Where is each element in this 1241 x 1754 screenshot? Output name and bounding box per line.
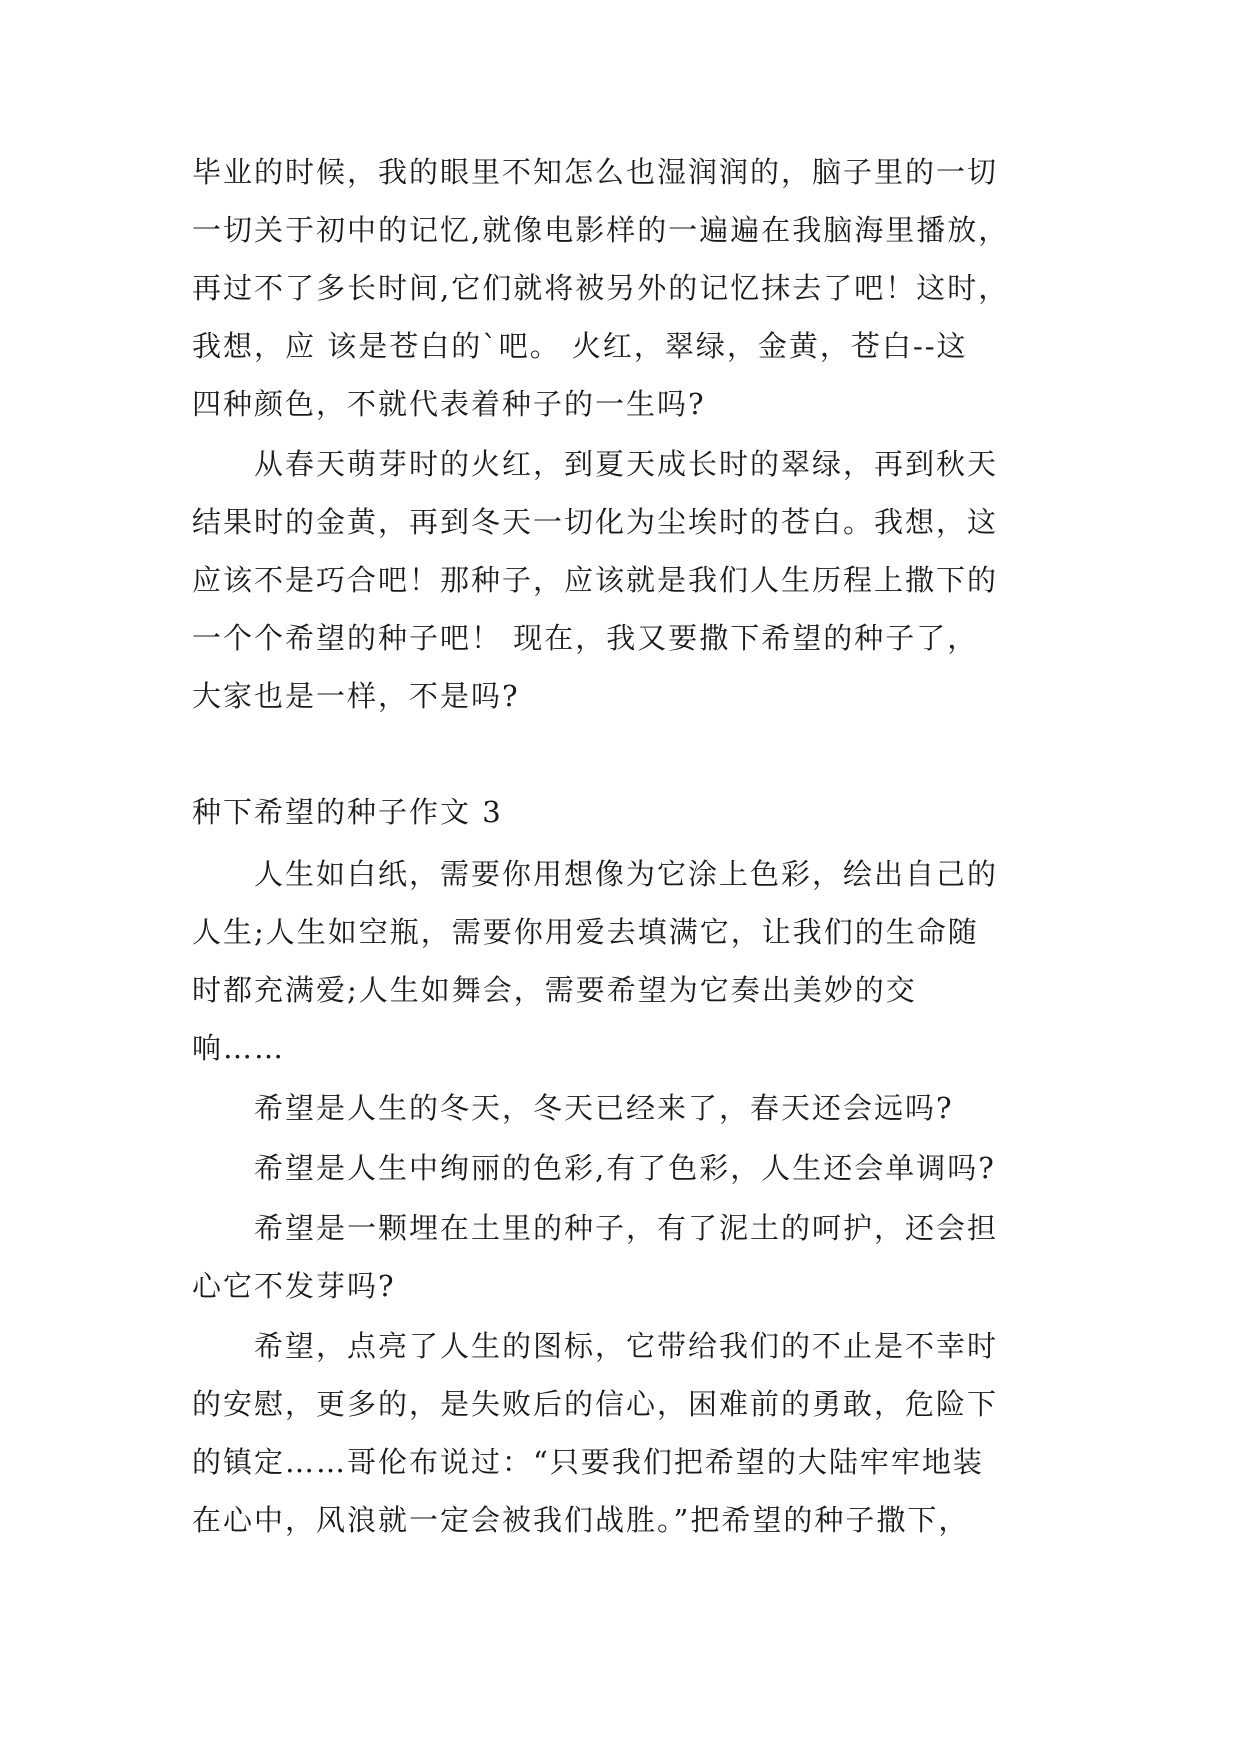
- text-line: 在心中，风浪就一定会被我们战胜。”把希望的种子撒下，: [192, 1503, 970, 1537]
- text-line: 的安慰，更多的，是失败后的信心，困难前的勇敢，危险下: [192, 1387, 999, 1421]
- text-line: 一个个希望的种子吧！ 现在，我又要撒下希望的种子了，: [192, 621, 979, 655]
- text-line: 四种颜色，不就代表着种子的一生吗?: [192, 387, 706, 421]
- text-line: 心它不发芽吗?: [192, 1269, 396, 1303]
- text-line: 毕业的时候，我的眼里不知怎么也湿润润的，脑子里的一切: [192, 155, 999, 189]
- section-heading: 种下希望的种子作文 3: [192, 795, 503, 829]
- paragraph-first-line: 希望是一颗埋在土里的种子，有了泥土的呵护，还会担: [254, 1211, 999, 1245]
- text-line: 结果时的金黄，再到冬天一切化为尘埃时的苍白。我想，这: [192, 505, 999, 539]
- text-line: 再过不了多长时间,它们就将被另外的记忆抹去了吧！这时，: [192, 271, 1010, 305]
- paragraph-first-line: 人生如白纸，需要你用想像为它涂上色彩，绘出自己的: [254, 857, 999, 891]
- paragraph-first-line: 希望是人生中绚丽的色彩,有了色彩，人生还会单调吗?: [254, 1151, 996, 1185]
- paragraph-first-line: 希望是人生的冬天，冬天已经来了，春天还会远吗?: [254, 1091, 954, 1125]
- text-line: 我想，应 该是苍白的`吧。 火红，翠绿，金黄，苍白--这: [192, 329, 968, 363]
- text-line: 应该不是巧合吧！那种子，应该就是我们人生历程上撒下的: [192, 563, 999, 597]
- text-line: 大家也是一样，不是吗?: [192, 679, 520, 713]
- text-line: 的镇定……哥伦布说过：“只要我们把希望的大陆牢牢地装: [192, 1445, 984, 1479]
- paragraph-first-line: 希望，点亮了人生的图标，它带给我们的不止是不幸时: [254, 1329, 999, 1363]
- text-line: 响……: [192, 1031, 286, 1065]
- paragraph-first-line: 从春天萌芽时的火红，到夏天成长时的翠绿，再到秋天: [254, 447, 999, 481]
- text-line: 一切关于初中的记忆,就像电影样的一遍遍在我脑海里播放，: [192, 213, 1010, 247]
- text-line: 时都充满爱;人生如舞会，需要希望为它奏出美妙的交: [192, 973, 917, 1007]
- text-line: 人生;人生如空瓶，需要你用爱去填满它，让我们的生命随: [192, 915, 979, 949]
